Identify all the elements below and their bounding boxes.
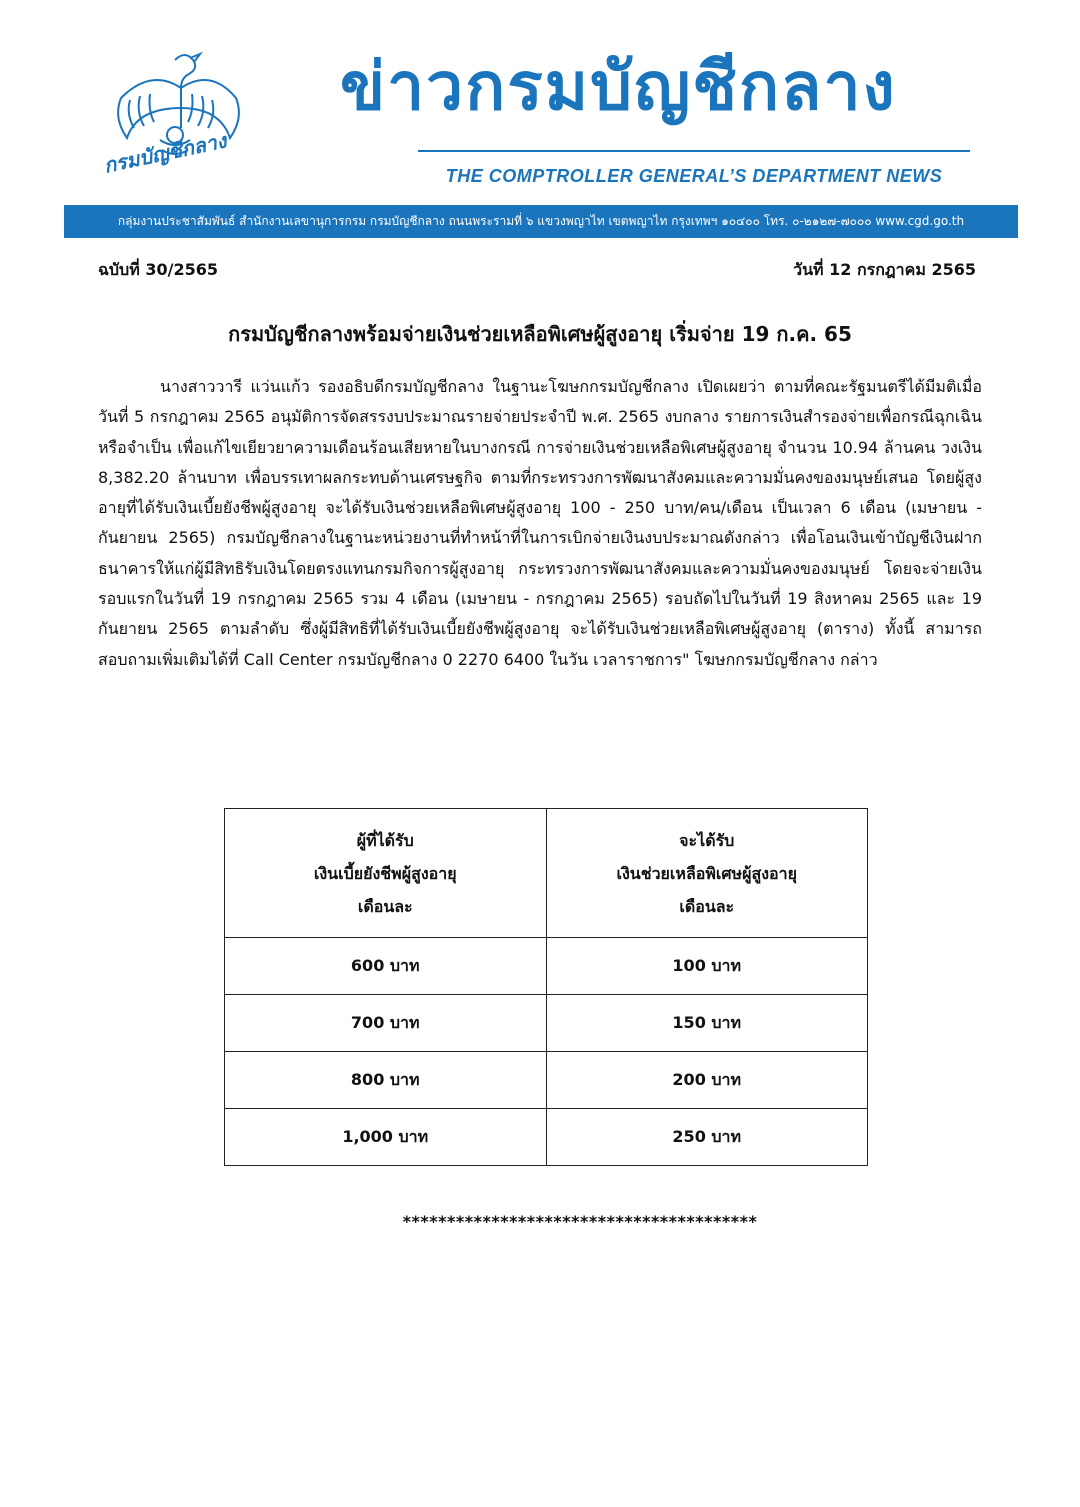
masthead-divider <box>418 150 970 152</box>
table-cell: 1,000 บาท <box>225 1109 547 1166</box>
table-row <box>225 995 868 1052</box>
body-paragraph: นางสาววารี แว่นแก้ว รองอธิบดีกรมบัญชีกลาง ในฐานะโฆษกกรมบัญชีกลาง เปิดเผยว่า ตามที่คณะรัฐมนตรีได้มีมติเมื่อวันที่ 5 กรกฎาคม 2565 อนุมัติการจัดสรรงบประมาณรายจ่ายประจำปี พ.ศ. 2565 งบกลาง รายการเงินสำรองจ่ายเพื่อกรณีฉุกเฉินหรือจำเป็น เพื่อแก้ไขเยียวยาความเดือนร้อนเสียหายในบางกรณี การจ่ายเงินช่วยเหลือพิเศษผู้สูงอายุ จำนวน 10.94 ล้านคน วงเงิน 8,382.20 ล้านบาท เพื่อบรรเทาผลกระทบด้านเศรษฐกิจ ตามที่กระทรวงการพัฒนาสังคมและความมั่นคงของมนุษย์เสนอ โดยผู้สูงอายุที่ได้รับเงินเบี้ยยังชีพผู้สูงอายุ จะได้รับเงินช่วยเหลือพิเศษผู้สูงอายุ 100 - 250 บาท/คน/เดือน เป็นเวลา 6 เดือน (เมษายน - กันยายน 2565) กรมบัญชีกลางในฐานะหน่วยงานที่ทำหน้าที่ในการเบิกจ่ายเงินงบประมาณดังกล่าว เพื่อโอนเงินเข้าบัญชีเงินฝากธนาคารให้แก่ผู้มีสิทธิรับเงินโดยตรงแทนกรมกิจการผู้สูงอายุ กระทรวงการพัฒนาสังคมและความมั่นคงของมนุษย์ โดยจะจ่ายเงินรอบแรกในวันที่ 19 กรกฎาคม 2565 รวม 4 เดือน (เมษายน - กรกฎาคม 2565) รอบถัดไปในวันที่ 19 สิงหาคม 2565 และ 19 กันยายน 2565 ตามลำดับ ซึ่งผู้มีสิทธิที่ได้รับเงินเบี้ยยังชีพผู้สูงอายุ จะได้รับเงินช่วยเหลือพิเศษผู้สูงอายุ (ตาราง) ทั้งนี้ สามารถสอบถามเพิ่มเติมได้ที่ Call Center กรมบัญชีกลาง 0 2270 6400 ในวัน เวลาราชการ" โฆษกกรมบัญชีกลาง กล่าว <box>98 377 982 669</box>
masthead-title: ข่าวกรมบัญชีกลาง <box>340 48 897 125</box>
table-cell: 150 บาท <box>546 995 868 1052</box>
table-cell: 700 บาท <box>225 995 547 1052</box>
masthead-subtitle: THE COMPTROLLER GENERAL’S DEPARTMENT NEWS <box>445 166 943 186</box>
contact-bar: กลุ่มงานประชาสัมพันธ์ สำนักงานเลขานุการกรม กรมบัญชีกลาง ถนนพระรามที่ ๖ แขวงพญาไท เขตพญาไท กรุงเทพฯ ๑๐๔๐๐ โทร. ๐-๒๑๒๗-๗๐๐๐ www.cgd.go.th <box>64 205 1018 238</box>
issue-date: วันที่ 12 กรกฎาคม 2565 <box>793 260 976 279</box>
table-cell: 100 บาท <box>546 938 868 995</box>
table-cell: 600 บาท <box>225 938 547 995</box>
table-row <box>225 938 868 995</box>
headline: กรมบัญชีกลางพร้อมจ่ายเงินช่วยเหลือพิเศษผู้สูงอายุ เริ่มจ่าย 19 ก.ค. 65 <box>228 322 852 346</box>
table-cell: 200 บาท <box>546 1052 868 1109</box>
end-marker: **************************************** <box>402 1212 758 1231</box>
table-header-cell: จะได้รับ เงินช่วยเหลือพิเศษผู้สูงอายุ เดือนละ <box>546 809 868 938</box>
table-cell: 800 บาท <box>225 1052 547 1109</box>
table-row <box>225 1109 868 1166</box>
issue-number: ฉบับที่ 30/2565 <box>98 260 218 279</box>
table-header-cell: ผู้ที่ได้รับ เงินเบี้ยยังชีพผู้สูงอายุ เดือนละ <box>225 809 547 938</box>
logo-text: กรมบัญชีกลาง <box>101 128 229 178</box>
table-row <box>225 1052 868 1109</box>
table-cell: 250 บาท <box>546 1109 868 1166</box>
benefit-table <box>224 808 868 1166</box>
table-header-row <box>225 809 868 938</box>
